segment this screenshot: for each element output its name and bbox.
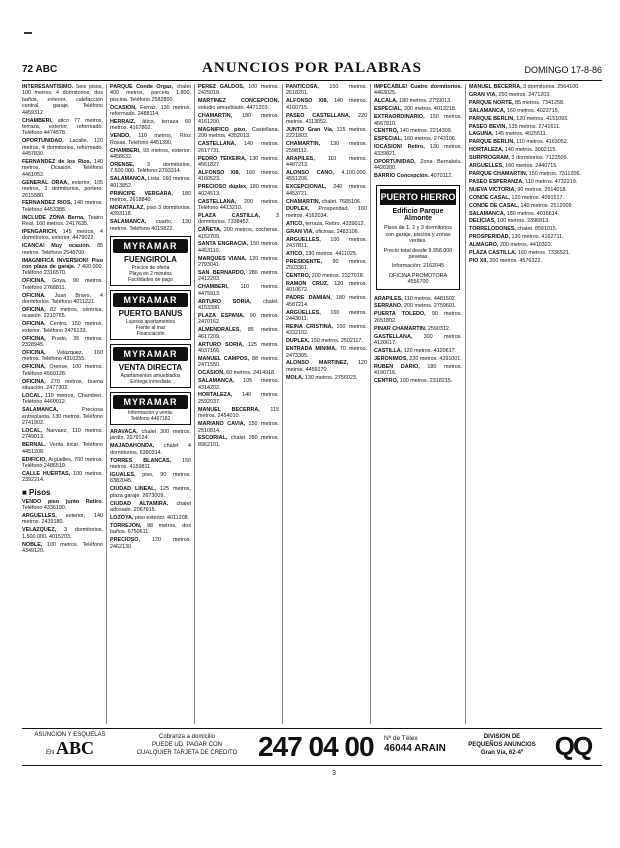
puerto-hierro-title: PUERTO HIERRO xyxy=(380,189,456,205)
classified-ad: CIUDAD ALTAMIRA, chalet adosado. 2067915. xyxy=(110,500,191,513)
classified-ad: LOCAL, 110 metros, Chamberí. Teléfono 4460012. xyxy=(22,392,103,406)
classified-ad: MARTINEZ CONCEPCION, estudio amueblado. 4471203. xyxy=(198,98,279,111)
publication-name: ABC xyxy=(35,64,58,75)
classified-ad: PROSPERIDAD, 130 metros. 4162711. xyxy=(469,234,564,241)
classified-ad: ALMENDRALES, 85 metros. 4617209. xyxy=(198,327,279,340)
classified-ad: CHAMBERI, 93 metros, exterior. 4458632. xyxy=(110,147,191,161)
section-title: ANUNCIOS POR PALABRAS xyxy=(202,60,422,76)
classified-ad: MOLA, 130 metros. 2756023. xyxy=(286,374,358,381)
column-1 xyxy=(22,84,103,724)
classified-ad: CAÑETA, 200 metros, cocheras. 4152709. xyxy=(198,227,279,240)
classified-ad: BERNAL. Venta local. Teléfono 4451208. xyxy=(22,442,103,455)
division-address: Gran Vía, 62-4º xyxy=(480,750,524,756)
classified-ad: INTERESANTISIMO. Seis pisos, 100 metros. 4 dormitorios, dos baños, exterior, calefacción central, garaje. Teléfono 4459312. xyxy=(22,84,103,116)
classified-ad: ARTURO SORIA, 125 metros. 4037166. xyxy=(198,341,279,355)
footer-mid-line2: PUEDE UD. PAGAR CON xyxy=(152,742,222,748)
classified-ad: PLAZA CASTILLA, 3 dormitorios. 7338452. xyxy=(198,212,279,226)
classified-ad: RAMON CRUZ, 120 metros. 4010672. xyxy=(286,280,367,294)
puerto-hierro-text: Pisos de 1, 2 y 3 dormitorios con garaje, piscina y zonas verdes. xyxy=(383,225,452,245)
classified-ad: TORRELODONES, chalet. 8591015. xyxy=(469,226,558,233)
footer-division xyxy=(462,733,542,757)
classified-ad: IPENGARICH, 145 metros, 4 dormitorios, exterior. 4479022. xyxy=(22,229,103,242)
classified-ad: CASTELLANA, 200 metros. Teléfono 4413210. xyxy=(198,198,279,211)
classified-ad: CHAMARTIN, 130 metros. 2598112. xyxy=(286,141,367,154)
myramar-line: Playa en 2 minutos xyxy=(129,271,172,278)
classified-ad: IOCASION! Retiro, 130 metros. 4339821. xyxy=(374,144,462,157)
classified-ad: ALFONSO XIII, 160 metros. 4160523. xyxy=(198,169,279,183)
classified-ad: MORATALAZ, piso 3 dormitorios. 4393118. xyxy=(110,204,191,218)
header-date: DOMINGO 17-8-86 xyxy=(524,65,602,75)
abc-logo: ABC xyxy=(56,738,95,758)
classified-ad: EXCEPCIONAL, 240 metros. 4453721. xyxy=(286,184,367,197)
classified-ad: PEDRO TEIXEIRA, 130 metros. 4561827. xyxy=(198,155,279,168)
classified-ad: INCLUDE ZONA Berna, Teatro Real, 160 metros. 2417635. xyxy=(22,214,103,228)
myramar-logo: MYRAMAR xyxy=(113,239,188,253)
classified-ad: OCASION, 60 metros. 2414918. xyxy=(198,370,276,377)
classified-ad: ESPECIAL, 200 metros. 4013218. xyxy=(374,106,457,113)
classified-ad: PARQUE BERLIN, 120 metros. 4151093. xyxy=(469,115,569,122)
classified-ad: PINAR CHAMARTIN. 2590312. xyxy=(374,325,451,332)
classified-ad: SALAMANCA, cuarto, 130 metros. Teléfono 4015822. xyxy=(110,219,191,232)
myramar-logo: MYRAMAR xyxy=(113,395,188,409)
classified-ad: ARGUELLES, 160 metros. 2440715. xyxy=(469,163,558,170)
classified-ad: TORRES BLANCAS, 150 metros. 4159811. xyxy=(110,457,191,471)
classified-ad: BARRIO Concepción. 4070112. xyxy=(374,172,453,179)
classified-columns xyxy=(22,84,602,724)
classified-ad: CIUDAD LINEAL, 125 metros, plaza garaje. 2673009. xyxy=(110,486,191,499)
classified-ad: ATICO, terraza, Retiro. 4339012. xyxy=(286,220,366,227)
classified-ad: DELICIAS, 100 metros. 2396813. xyxy=(469,218,550,225)
column-3 xyxy=(198,84,279,724)
classified-ad: JUNTO Gran Vía, 115 metros. 2221803. xyxy=(286,126,367,140)
classified-ad: OFICINA, Velázquez, 160 metros. Teléfono 4310255. xyxy=(22,349,103,363)
classified-ad: CONDE CASAL, 120 metros. 4091517. xyxy=(469,194,564,201)
classified-ad: MARQUES VIANA, 120 metros. 2793041. xyxy=(198,255,279,269)
classified-ad: IMAGNIFICA INVERSION! Piso con plaza de garaje. 7.400.000. Teléfono 2316570. xyxy=(22,257,103,277)
footer-banner xyxy=(22,728,602,766)
classified-ad: HORTALEZA, 140 metros. 2592037. xyxy=(198,392,279,405)
footer-mid-line1: Cobranza a domicilio xyxy=(158,734,216,740)
classified-ad: FERNANDEZ RIOS, 140 metros. Teléfono 4453388. xyxy=(22,200,103,213)
classified-ad: GASTELLANA, 300 metros. 4120617. xyxy=(374,333,462,346)
classified-ad: ARAVACA, chalet 300 metros, jardín. 2079124. xyxy=(110,429,191,442)
classified-ad: SANTA ENGRACIA, 150 metros. 4453110. xyxy=(198,241,279,254)
classified-ad: FERNANDEZ de los Ríos, 140 metros. Ocasión. Teléfono 4461052. xyxy=(22,158,103,178)
classified-ad: ORENSE, 3 dormitorios, 7.500.000. Teléfono 2793314. xyxy=(110,161,191,175)
classified-ad: NUEVA VICTORIA, 90 metros. 2514018. xyxy=(469,186,567,193)
classified-ad: PIO XII, 200 metros. 4576322. xyxy=(469,257,542,264)
classified-ad: PEREZ GALDOS, 100 metros. 2425018. xyxy=(198,84,279,97)
classified-ad: DUPLEX, 150 metros. 2502117. xyxy=(286,338,363,345)
classified-ad: VENDO, 110 metros, Ríos Rosas. Teléfono 4451390. xyxy=(110,133,191,146)
classified-ad: OFICINA, Goya, 90 metros. Teléfono 2768811. xyxy=(22,278,103,291)
myramar-lines xyxy=(113,265,188,283)
classified-ad: PASEO ESPERANZA, 110 metros. 4732219. xyxy=(469,178,578,185)
classified-ad: PARQUE CHAMARTIN, 150 metros. 7311206. xyxy=(469,170,581,177)
page-header xyxy=(22,62,602,81)
classified-ad: OCASION, Ferraz, 130 metros, reformado. 2488114. xyxy=(110,104,191,118)
classified-ad: ARAPILES, 110 metros. 4481502. xyxy=(374,295,457,302)
classified-ad: OPORTUNIDAD. Lacalle, 120 metros, 4 dormitorios, reformado. 4457830. xyxy=(22,138,103,158)
classified-ad: ALFONSO XIII, 140 metros. 4160715. xyxy=(286,98,367,111)
classified-ad: SAN BERNARDO, 280 metros. 2412203. xyxy=(198,270,279,283)
classified-ad: ARAPILES, 110 metros. 4487213. xyxy=(286,155,367,168)
myramar-line: Financiación xyxy=(136,331,165,338)
classified-ad: CALLE HUERTAS, 100 metros. 2392214. xyxy=(22,470,103,484)
classified-ad: SALAMANCA, 180 metros. 4016614. xyxy=(469,210,560,217)
classified-ad: NOBLE, 100 metros. Teléfono 4349120. xyxy=(22,541,103,554)
classified-ad: VELAZQUEZ, 3 dormitorios, 1.500.000. 4015203. xyxy=(22,527,103,540)
page-number: 72 xyxy=(22,64,34,75)
classified-ad: HORTALEZA, 140 metros. 3002115. xyxy=(469,147,557,154)
classified-ad: TORREJON, 98 metros, dos baños. 6750611. xyxy=(110,522,191,536)
classified-ad: OFICINA, 82 metros, céntrica, ocasión. 2210765. xyxy=(22,307,103,320)
classified-ad: ENTRADA MINIMA, 70 metros. 2473305. xyxy=(286,346,367,359)
classified-ad: OFICINA, 270 metros, buena situación. 2477302. xyxy=(22,378,103,391)
classified-ad: ARGÜELLES, 160 metros. 2443011. xyxy=(286,309,367,322)
classified-ad: PLAZA ESPANA, 90 metros. 2470162. xyxy=(198,313,279,326)
classified-ad: SALAMANCA, 105 metros. 4314202. xyxy=(198,378,279,391)
puerto-hierro-text: OFICINA PROMOTORA 4556700 xyxy=(388,272,448,286)
classified-ad: CHAMBERI, atico 77 metros, terraza, exterior, reformado. Teléfono 4474578. xyxy=(22,117,103,137)
myramar-lines xyxy=(113,319,188,337)
classified-ad: OFICINA. Centro, 150 metros, exterior. Teléfono 2476133. xyxy=(22,321,103,334)
classified-ad: OFICINA, Orense, 100 metros. Teléfono 4560128. xyxy=(22,364,103,377)
division-line1: DIVISION DE xyxy=(483,734,521,740)
classified-ad: SALAMANCA, Lista. 160 metros. 4013852. xyxy=(110,176,191,189)
classified-ad: EXTRAORDINARIO, 150 metros. 4567810. xyxy=(374,114,462,127)
classified-ad: ALMAGRO, 200 metros. 4410322. xyxy=(469,242,553,249)
classified-ad: ARGUELLES, exterior, 140 metros. 2439180. xyxy=(22,512,103,526)
column-divider xyxy=(370,84,371,724)
footer-phone-number: 247 04 00 xyxy=(258,731,374,762)
column-6 xyxy=(469,84,602,724)
classified-ad: GRAN VIA, oficinas. 2483106. xyxy=(286,228,360,235)
classified-ad: MANUEL BECERRA, 3 dormitorios. 2564100. xyxy=(469,84,580,90)
classified-ad: CHAMARTIN, chalet. 7685106. xyxy=(286,198,362,205)
column-divider xyxy=(106,84,107,724)
classified-ad: ATICO, 130 metros. 4411025. xyxy=(286,250,358,257)
page-mark: 3 xyxy=(332,770,336,777)
puerto-hierro-subtitle: Edificio Parque Almonte xyxy=(392,208,444,223)
myramar-line: Información y venta: xyxy=(127,410,174,417)
classified-ad: ALCALA, 180 metros. 2759013. xyxy=(374,98,452,105)
classified-ad: GENERAL ORAA, exterior, 105 metros, 3 dormitorios, portero. 2615580. xyxy=(22,179,103,199)
classified-ad: OFICINA. Juan Bravo, 4 dormitorios. Teléfono 4011221. xyxy=(22,292,103,306)
classified-ad: IMPECABLE! Cuatro dormitorios. 4463025. xyxy=(374,84,462,97)
classified-ad: ARGUELLES, 100 metros. 2437811. xyxy=(286,236,367,249)
classified-ad: GRAN VIA, 250 metros. 2471203. xyxy=(469,91,551,98)
footer-abc-block xyxy=(24,732,116,759)
classified-ad: MANUEL BECERRA, 115 metros. 2454010. xyxy=(198,406,279,420)
classified-ad: LOZOYA, piso exterior. 4011208. xyxy=(110,514,190,521)
classified-ad: CENTRO, 140 metros. 2214309. xyxy=(374,128,453,135)
puerto-hierro-ad xyxy=(376,185,460,289)
classified-ad: LAGUNA, 145 metros. 4025511. xyxy=(469,131,548,138)
classified-ad: MAGNIFICO piso, Castellana, 200 metros. 4352013. xyxy=(198,126,279,140)
myramar-ad xyxy=(110,344,191,388)
classified-ad: RUBEN DARIO, 180 metros. 4190716. xyxy=(374,363,462,377)
footer-abc-line2: EN xyxy=(45,750,55,756)
myramar-logo: MYRAMAR xyxy=(113,293,188,307)
classified-ad: CENTRO, 200 metros. 2327018. xyxy=(286,273,365,280)
classified-ad: LOCAL, Narvaez, 110 metros. 2749013. xyxy=(22,427,103,441)
classified-ad: ALONSO CANO, 4.100.000. 4551206. xyxy=(286,169,367,183)
myramar-line: Facilidades de pago xyxy=(128,277,173,284)
classified-ad: VENDO piso junto Retiro. Teléfono 4336190. xyxy=(22,498,103,512)
classified-ad: CASTELLANA, 140 metros. 2617731. xyxy=(198,141,279,154)
column-divider xyxy=(282,84,283,724)
classified-ad: SERRANO, 200 metros. 2759601. xyxy=(374,303,457,310)
qq-logo: QQ xyxy=(554,731,592,761)
classified-ad: PARQUE BERLIN, 110 metros. 4163052. xyxy=(469,139,569,146)
myramar-logo: MYRAMAR xyxy=(113,347,188,361)
classified-ad: REINA CRISTINA, 150 metros. 4332102. xyxy=(286,323,367,337)
classified-ad: JERONIMOS, 220 metros. 4291001. xyxy=(374,355,462,362)
myramar-place: PUERTO BANUS xyxy=(118,309,183,319)
myramar-place: VENTA DIRECTA xyxy=(118,363,183,373)
classified-ad: OPORTUNIDAD, Zona Bernabéu. 4426300. xyxy=(374,158,462,171)
classified-ad: PUERTA TOLEDO, 90 metros. 2651802. xyxy=(374,311,462,324)
classified-ad: MAJADAHONDA, chalet 4 dormitorios. 6380314. xyxy=(110,443,191,456)
myramar-lines xyxy=(113,410,188,422)
classified-ad: ESPECIAL, 160 metros. 2743106. xyxy=(374,136,457,143)
classified-ad: DUPLEX, Prosperidad, 160 metros. 4162034. xyxy=(286,206,367,219)
myramar-line: Frente al mar xyxy=(135,325,166,332)
telex-number: 46044 ARAIN xyxy=(384,743,446,754)
column-4 xyxy=(286,84,367,724)
myramar-lines xyxy=(113,373,188,385)
classified-ad: MARIANO CAVIA, 150 metros. 2510814. xyxy=(198,421,279,434)
footer-payment-info xyxy=(122,733,252,757)
classified-ad: PASEO CASTELLANA, 220 metros. 4113052. xyxy=(286,112,367,126)
classified-ad: CHAMBERI, 110 metros. 4475913. xyxy=(198,284,279,297)
classified-ad: MANUEL CAMPOS, 88 metros. 2471550. xyxy=(198,355,279,369)
myramar-line: Precios de oferta xyxy=(131,265,170,272)
classified-ad: PRECIOSO, 120 metros. 2462130. xyxy=(110,537,191,550)
classified-ad: SURPROGRAM, 3 dormitorios. 7123509. xyxy=(469,155,569,162)
myramar-line: Entrega inmediata xyxy=(130,379,171,386)
column-divider xyxy=(465,84,466,724)
classified-ad: SALAMANCA, 160 metros. 4023715. xyxy=(469,107,560,114)
myramar-line: Teléfono 4467182 xyxy=(130,416,171,423)
column-5 xyxy=(374,84,462,724)
classified-ad: ARTURO SORIA, chalet. 4153390. xyxy=(198,298,279,312)
myramar-place: FUENGIROLA xyxy=(124,255,177,265)
classified-ad: ESCORIAL, chalet 280 metros. 8962101. xyxy=(198,435,279,448)
classified-ad: PADRE DAMIAN, 180 metros. 4587214. xyxy=(286,295,367,308)
column-divider xyxy=(194,84,195,724)
puerto-hierro-text: Precio total desde 9.958.000 pesetas xyxy=(383,247,453,260)
newspaper-page xyxy=(22,52,602,842)
footer-mid-line3: CUALQUIER TARJETA DE CREDITO xyxy=(136,750,238,756)
section-heading-pisos: ■ Pisos xyxy=(22,487,51,497)
myramar-ad xyxy=(110,392,191,425)
classified-ad: PRECIOSO dúplex, 180 metros. 4024513. xyxy=(198,184,279,197)
myramar-ad xyxy=(110,290,191,340)
telex-label: Nº de Télex xyxy=(384,735,418,742)
classified-ad: CHAMARTIN, 180 metros. 4161200. xyxy=(198,112,279,126)
classified-ad: OFICINA, Prado, 35 metros. 2328945. xyxy=(22,335,103,349)
puerto-hierro-text: Información: 2162045 xyxy=(391,263,445,270)
division-line2: PEQUEÑOS ANUNCIOS xyxy=(468,742,536,748)
classified-ad: HERRAIZ, ático, terraza 60 metros. 4167802. xyxy=(110,119,191,132)
column-2 xyxy=(110,84,191,724)
classified-ad: SALAMANCA, Preciosa entreplanta, 130 metros. Teléfono 2741902. xyxy=(22,407,103,426)
classified-ad: PANTICOSA, 150 metros. 2618201. xyxy=(286,84,367,97)
classified-ad: PRESIDENTE, 90 metros. 2503361. xyxy=(286,258,367,272)
classified-ad: PARQUE NORTE, 85 metros. 7341258. xyxy=(469,99,565,106)
classified-ad: CONDE DE CASAL, 140 metros. 2512009. xyxy=(469,202,573,209)
myramar-line: Apartamentos amueblados xyxy=(120,373,181,380)
footer-abc-line1: ASUNCION Y ESQUELAS xyxy=(34,732,106,738)
myramar-ad xyxy=(110,236,191,286)
classified-ad: PRINCIPE VERGARA, 180 metros. 2618840. xyxy=(110,190,191,203)
classified-ad: PARQUE Conde Orgaz, chalet 400 metros, parcela 1.800, piscina. Teléfono 2582800. xyxy=(110,84,191,103)
classified-ad: ICANCA! Muy ocasión. 85 metros. Teléfono 2548700. xyxy=(22,243,103,256)
classified-ad: ALONSO MARTINEZ, 120 metros. 4459170. xyxy=(286,360,367,373)
classified-ad: PLAZA CASTILLA, 160 metros. 7336521. xyxy=(469,250,571,257)
footer-telex xyxy=(384,734,446,754)
myramar-line: Lujosos apartamentos xyxy=(125,319,176,326)
classified-ad: CENTRO, 100 metros. 2318215. xyxy=(374,378,453,384)
classified-ad: CASTILLA, 120 metros. 4120617. xyxy=(374,347,457,354)
corner-mark xyxy=(24,32,32,34)
classified-ad: IGUALES, piso, 90 metros. 6382045. xyxy=(110,471,191,485)
classified-ad: PASEO BEVIN, 135 metros. 2741611. xyxy=(469,123,561,130)
classified-ad: EDIFICIO, Argüelles, 700 metros. Teléfono 2486519. xyxy=(22,456,103,469)
